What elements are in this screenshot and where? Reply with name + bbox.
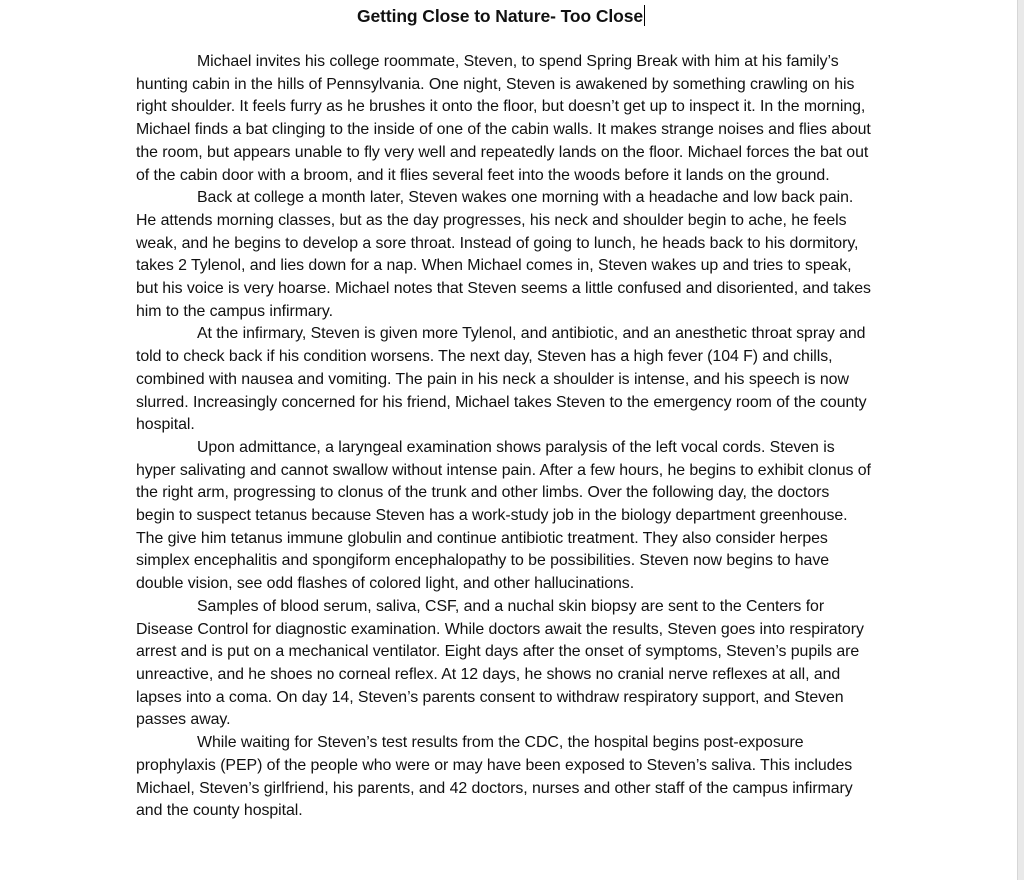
document-title[interactable] — [0, 4, 1002, 28]
document-title-text[interactable]: Getting Close to Nature- Too Close — [356, 6, 643, 26]
paragraph-3[interactable]: At the infirmary, Steven is given more Tylenol, and antibiotic, and an anesthetic throat spray and told to check back if his condition worsens. The next day, Steven has a high fever (104 F) and chills, combined with nausea and vomiting. The pain in his neck a shoulder is intense, and his speech is now slurred. Increasingly concerned for his friend, Michael takes Steven to the emergency room of the county hospital. — [136, 325, 867, 434]
window-edge-divider — [1017, 0, 1024, 880]
document-body[interactable] — [136, 51, 872, 823]
paragraph-2[interactable]: Back at college a month later, Steven wakes one morning with a headache and low back pain. He attends morning classes, but as the day progresses, his neck and shoulder begin to ache, he feels weak, and he begins to develop a sore throat. Instead of going to lunch, he heads back to his dormitory, takes 2 Tylenol, and lies down for a nap. When Michael comes in, Steven wakes up and tries to speak, but his voice is very hoarse. Michael notes that Steven seems a little confused and disoriented, and takes him to the campus infirmary. — [136, 189, 871, 320]
paragraph-5[interactable]: Samples of blood serum, saliva, CSF, and a nuchal skin biopsy are sent to the Centers for Disease Control for diagnostic examination. While doctors await the results, Steven goes into respiratory arrest and is put on a mechanical ventilator. Eight days after the onset of symptoms, Steven’s pupils are unreactive, and he shoes no corneal reflex. At 12 days, he shows no cranial nerve reflexes at all, and lapses into a coma. On day 14, Steven’s parents consent to withdraw respiratory support, and Steven passes away. — [136, 597, 864, 729]
text-cursor — [644, 5, 645, 26]
paragraph-6[interactable]: While waiting for Steven’s test results from the CDC, the hospital begins post-exposure prophylaxis (PEP) of the people who were or may have been exposed to Steven’s saliva. This includes Michael, Steven’s girlfriend, his parents, and 42 doctors, nurses and other staff of the campus infirmary and the county hospital. — [136, 734, 853, 820]
paragraph-4[interactable]: Upon admittance, a laryngeal examination shows paralysis of the left vocal cords. Steven is hyper salivating and cannot swallow without intense pain. After a few hours, he begins to exhibit clonus of the right arm, progressing to clonus of the trunk and other limbs. Over the following day, the doctors begin to suspect tetanus because Steven has a work-study job in the biology department greenhouse. The give him tetanus immune globulin and continue antibiotic treatment. They also consider herpes simplex encephalitis and spongiform encephalopathy to be possibilities. Steven now begins to have double vision, see odd flashes of colored light, and other hallucinations. — [136, 438, 871, 593]
paragraph-1[interactable]: Michael invites his college roommate, Steven, to spend Spring Break with him at his family’s hunting cabin in the hills of Pennsylvania. One night, Steven is awakened by something crawling on his right shoulder. It feels furry as he brushes it onto the floor, but doesn’t get up to inspect it. In the morning, Michael finds a bat clinging to the inside of one of the cabin walls. It makes strange noises and flies about the room, but appears unable to fly very well and repeatedly lands on the floor. Michael forces the bat out of the cabin door with a broom, and it flies several feet into the woods before it lands on the ground. — [136, 53, 871, 184]
